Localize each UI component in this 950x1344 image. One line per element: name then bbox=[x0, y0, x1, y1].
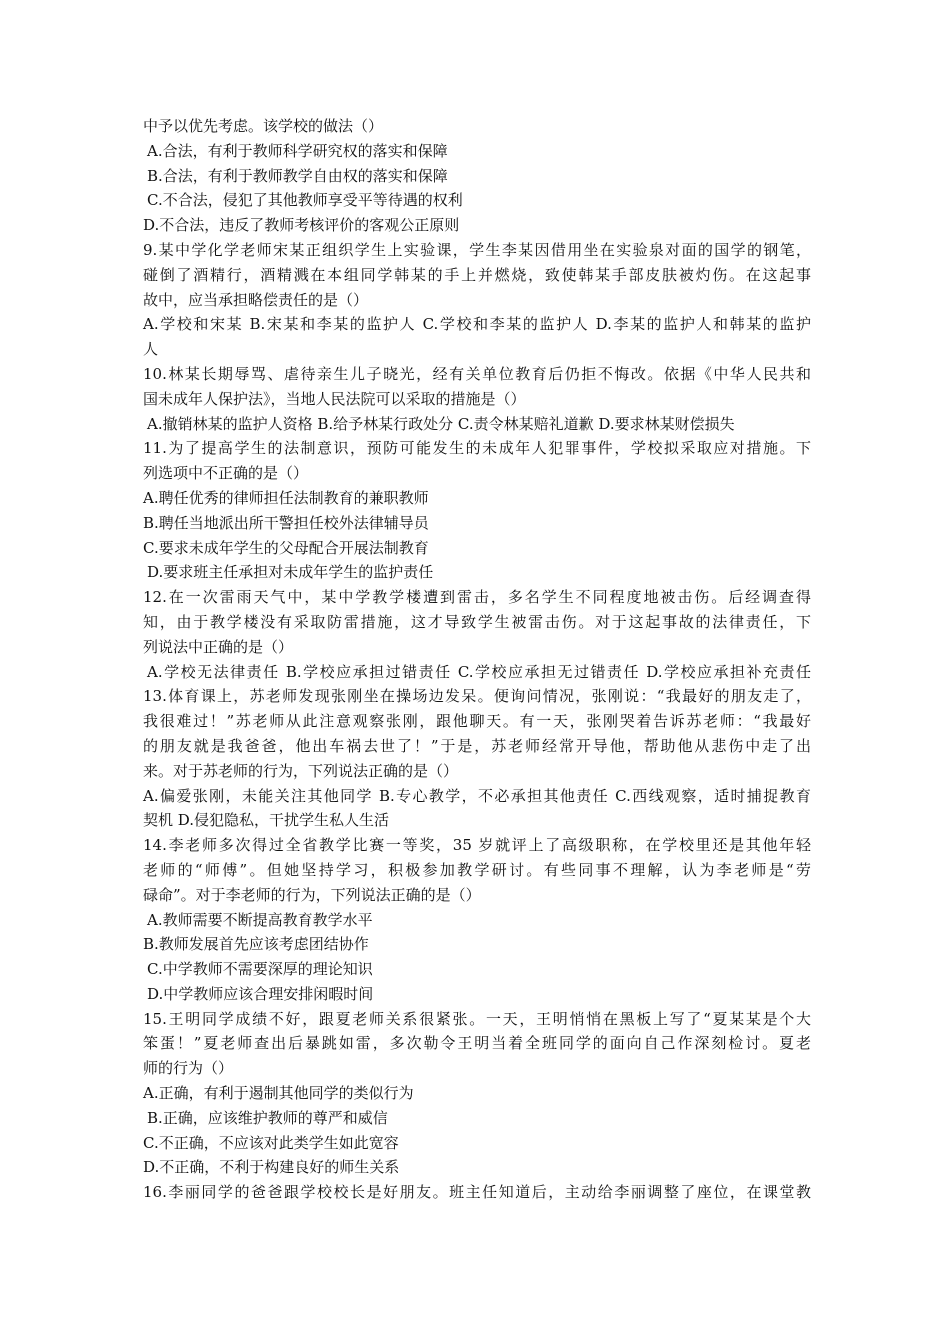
option-line: B.聘任当地派出所干警担任校外法律辅导员 bbox=[143, 513, 429, 532]
question-9-line: 碰倒了酒精行，酒精溅在本组同学韩某的手上并燃烧，致使韩某手部皮肤被灼伤。在这起事 bbox=[143, 265, 811, 284]
option-line: 契机 D.侵犯隐私，干扰学生私人生活 bbox=[143, 811, 390, 830]
option-line: A.正确，有利于遏制其他同学的类似行为 bbox=[143, 1084, 414, 1103]
option-line: D.不正确，不利于构建良好的师生关系 bbox=[143, 1158, 400, 1177]
option-line: A.教师需要不断提高教育教学水平 bbox=[147, 910, 373, 929]
option-line: A.撤销林某的监护人资格 B.给予林某行政处分 C.责令林某赔礼道歉 D.要求林某财偿损失 bbox=[147, 414, 735, 433]
option-line: A.合法，有利于教师科学研究权的落实和保障 bbox=[147, 141, 448, 160]
option-line: D.中学教师应该合理安排闲暇时间 bbox=[147, 984, 374, 1003]
option-line: D.不合法，违反了教师考核评价的客观公正原则 bbox=[143, 216, 460, 235]
text-line: 中予以优先考虑。该学校的做法（） bbox=[143, 117, 384, 135]
question-12-line: 知，由于教学楼没有采取防雷措施，这才导致学生被雷击伤。对于这起事故的法律责任，下 bbox=[143, 612, 811, 631]
question-9-line: 故中，应当承担略偿责任的是（） bbox=[143, 290, 369, 309]
option-line: A.聘任优秀的律师担任法制教育的兼职教师 bbox=[143, 488, 429, 507]
option-line: C.中学教师不需要深厚的理论知识 bbox=[147, 960, 373, 979]
option-line: B.教师发展首先应该考虑团结协作 bbox=[143, 935, 369, 954]
option-line: A.学校和宋某 B.宋某和李某的监护人 C.学校和李某的监护人 D.李某的监护人和韩某的监护 bbox=[143, 315, 811, 334]
option-line: C.不正确，不应该对此类学生如此宽容 bbox=[143, 1133, 399, 1152]
option-line: 人 bbox=[143, 340, 159, 359]
option-line: D.要求班主任承担对未成年学生的监护责任 bbox=[147, 563, 434, 582]
document-body bbox=[143, 114, 811, 1205]
question-10-line: 国未成年人保护法》，当地人民法院可以采取的措施是（） bbox=[143, 389, 526, 408]
question-14-line: 碌命”。对于李老师的行为，下列说法正确的是（） bbox=[143, 885, 481, 904]
question-12-line: 12.在一次雷雨天气中，某中学教学楼遭到雷击，多名学生不同程度地被击伤。后经调查得 bbox=[143, 588, 811, 607]
question-13-line: 的朋友就是我爸爸，他出车祸去世了！”于是，苏老师经常开导他，帮助他从悲伤中走了出 bbox=[143, 736, 811, 755]
question-13-line: 13.体育课上，苏老师发现张刚坐在操场边发呆。便询问情况，张刚说：“我最好的朋友走了， bbox=[143, 687, 811, 706]
question-11-line: 列选项中不正确的是（） bbox=[143, 464, 309, 483]
question-14-line: 老师的“师傅”。但她坚持学习，积极参加教学研讨。有些同事不理解，认为李老师是“劳 bbox=[143, 860, 811, 879]
question-13-line: 我很难过！”苏老师从此注意观察张刚，跟他聊天。有一天，张刚哭着告诉苏老师：“我最好 bbox=[143, 712, 811, 731]
question-9-line: 9.某中学化学老师宋某正组织学生上实验课，学生李某因借用坐在实验泉对面的国学的钢笔， bbox=[143, 240, 811, 259]
option-line: B.合法，有利于教师教学自由权的落实和保障 bbox=[147, 166, 448, 185]
option-line: B.正确，应该维护教师的尊严和威信 bbox=[147, 1108, 388, 1127]
question-15-line: 师的行为（） bbox=[143, 1059, 234, 1078]
question-10-line: 10.林某长期辱骂、虐待亲生儿子晓光，经有关单位教育后仍拒不悔改。依据《中华人民共和 bbox=[143, 364, 811, 383]
option-line: A.学校无法律责任 B.学校应承担过错责任 C.学校应承担无过错责任 D.学校应承担补充责任 bbox=[147, 662, 811, 681]
option-line: C.不合法，侵犯了其他教师享受平等待遇的权利 bbox=[147, 191, 463, 210]
question-15-line: 15.王明同学成绩不好，跟夏老师关系很紧张。一天，王明悄悄在黑板上写了“夏某某是个大 bbox=[143, 1009, 811, 1028]
question-14-line: 14.李老师多次得过全省教学比赛一等奖，35 岁就评上了高级职称，在学校里还是其他年轻 bbox=[143, 836, 811, 855]
option-line: A.偏爱张刚，未能关注其他同学 B.专心教学，不必承担其他责任 C.西线观察，适时捕捉教育 bbox=[143, 786, 811, 805]
question-15-line: 笨蛋！”夏老师查出后暴跳如雷，多次勒令王明当着全班同学的面向自己作深刻检讨。夏老 bbox=[143, 1034, 811, 1053]
option-line: C.要求未成年学生的父母配合开展法制教育 bbox=[143, 538, 429, 557]
question-16-line: 16.李丽同学的爸爸跟学校校长是好朋友。班主任知道后，主动给李丽调整了座位，在课堂教 bbox=[143, 1183, 811, 1202]
question-12-line: 列说法中正确的是（） bbox=[143, 637, 294, 656]
question-11-line: 11.为了提高学生的法制意识，预防可能发生的未成年人犯罪事件，学校拟采取应对措施。下 bbox=[143, 439, 811, 458]
question-13-line: 来。对于苏老师的行为，下列说法正确的是（） bbox=[143, 761, 459, 780]
